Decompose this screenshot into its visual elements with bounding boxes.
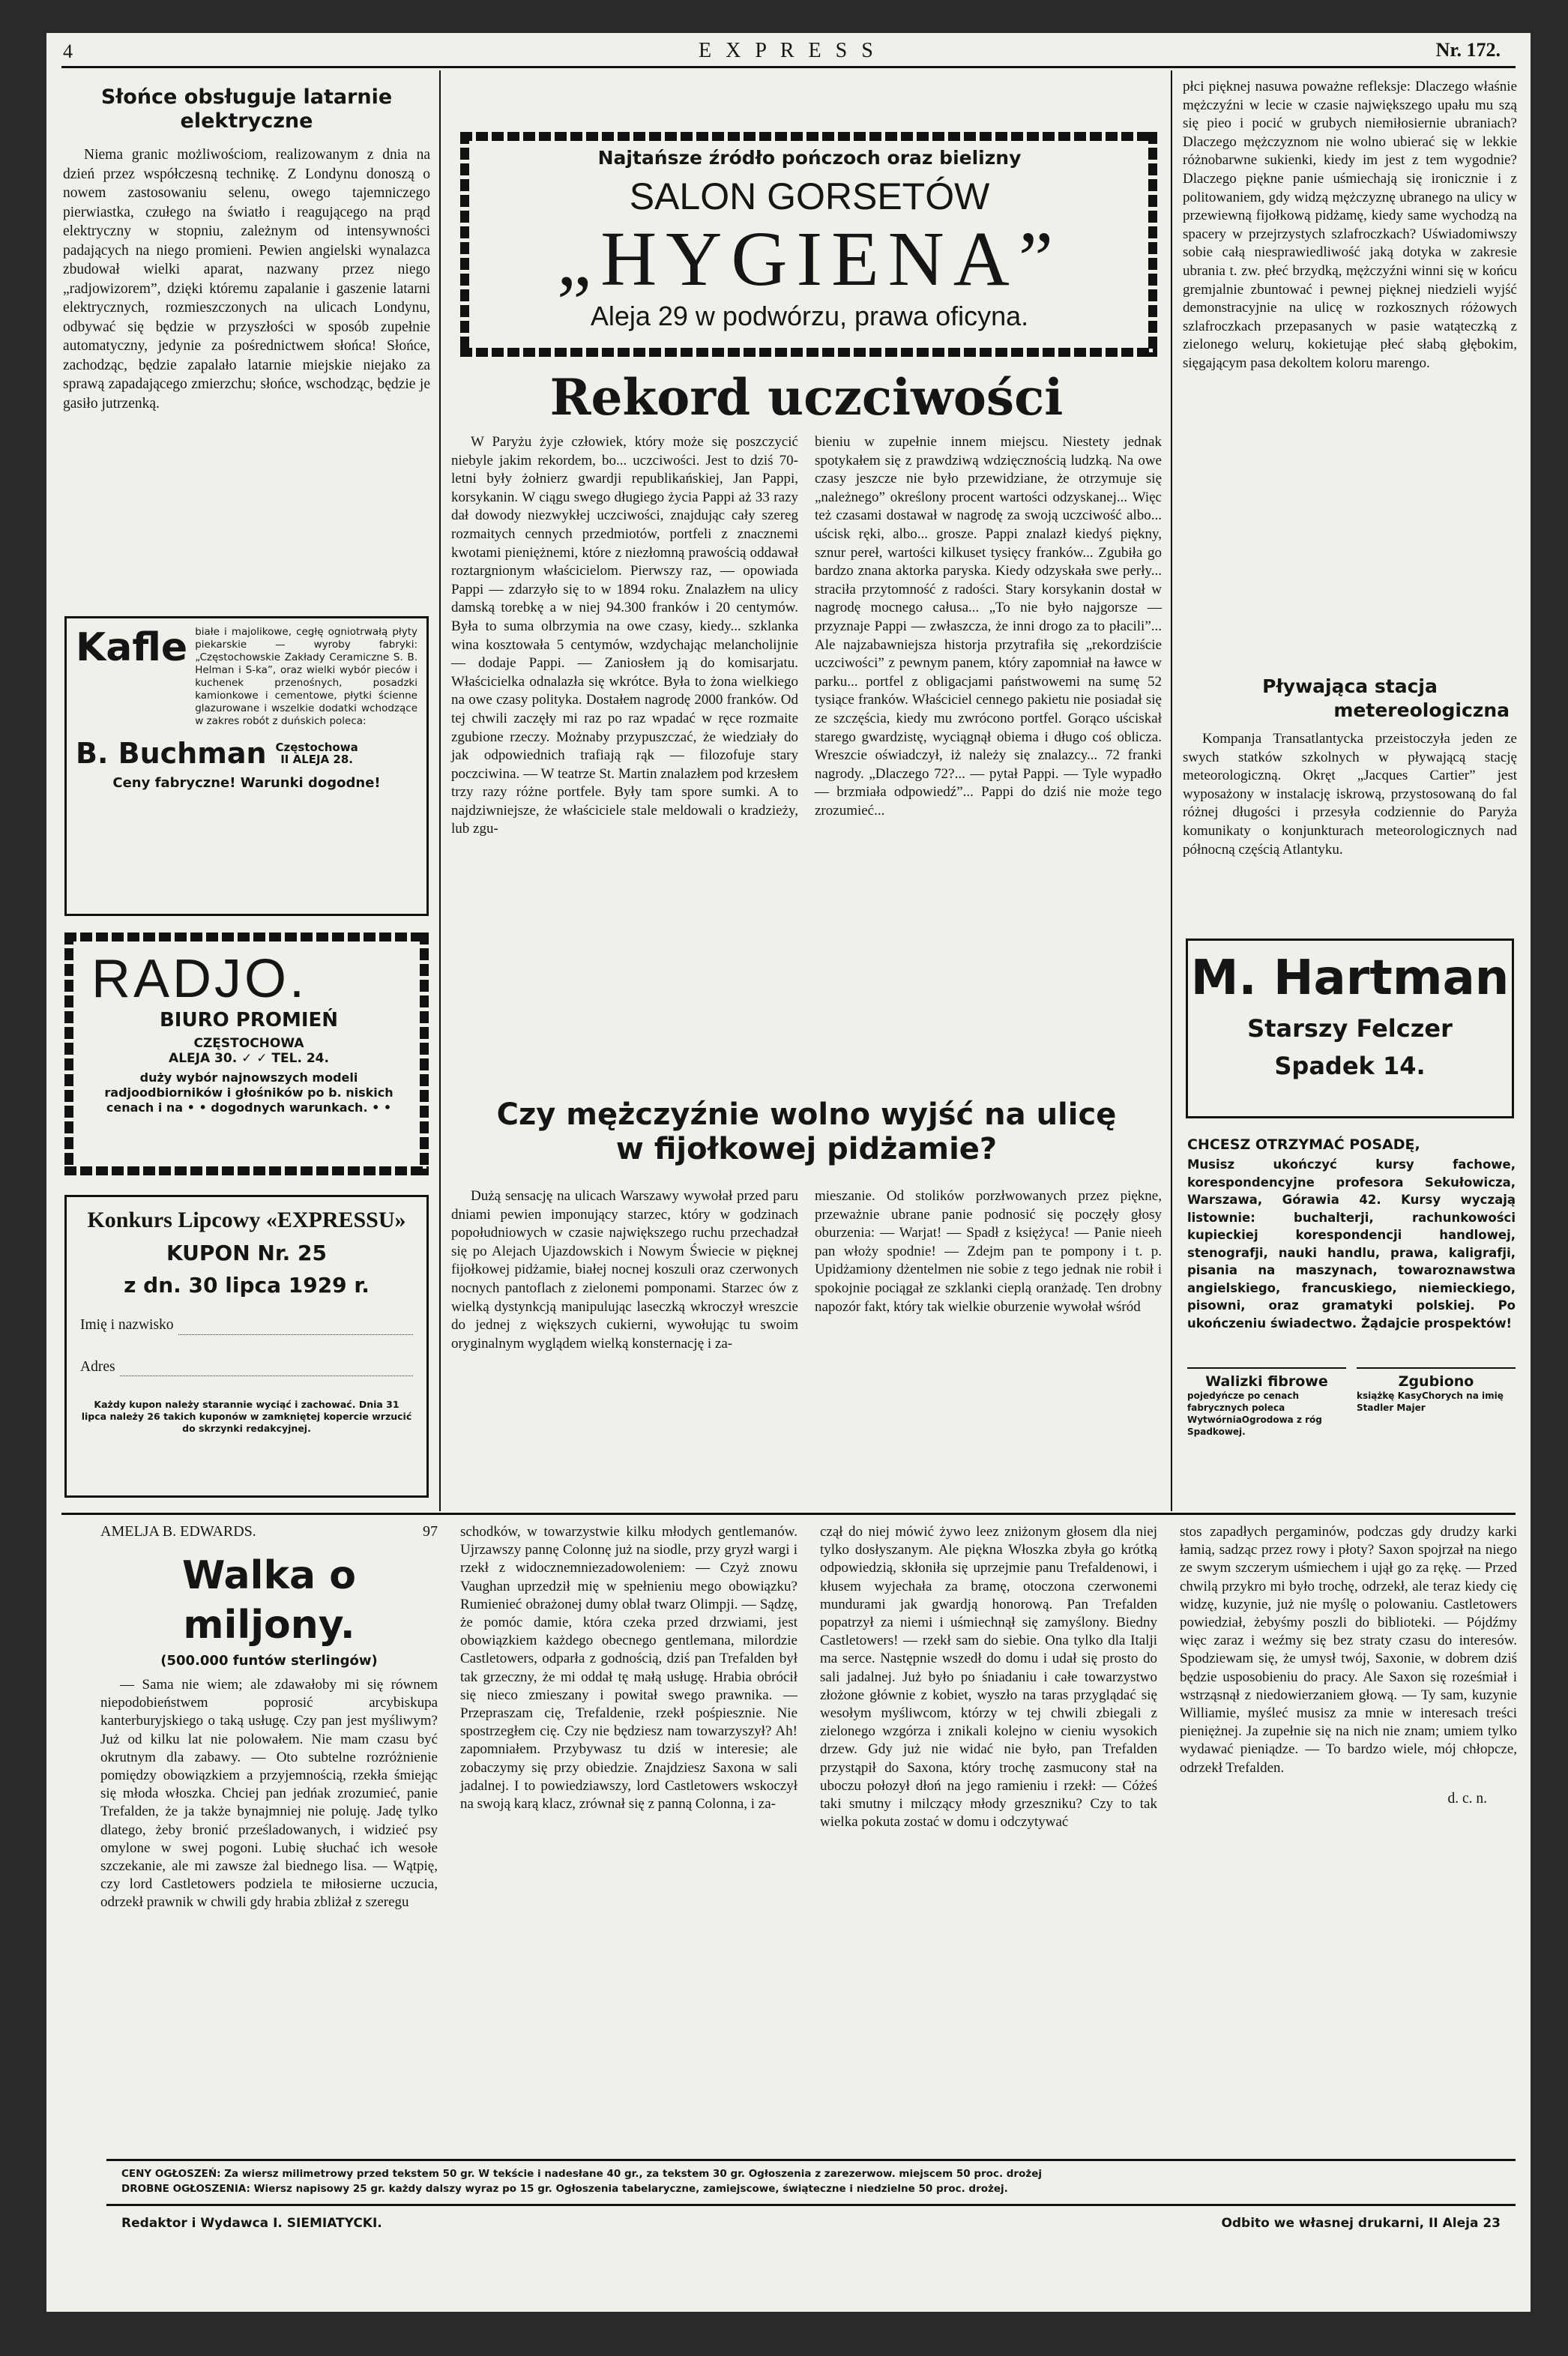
- article-col: W Paryżu żyje człowiek, który może się poszczycić niebyle jakim rekordem, bo... uczciwości. Jest to dziś 70-letni były żołnierz gwardji republikańskiej, Jan Pappi, korsykanin. W ciągu swego długiego życia Pappi aż 33 razy dał dowody niezwykłej uczciwości, znajdując cały szereg rozmaitych cennych przedmiotów, portfeli z znacznemi kwotami pieniężnemi, które z niezłomną prawością oddawał roztargnionym właścicielom. Pierwszy raz, — opowiada Pappi — zdarzyło się to w 1894 roku. Znalazłem na ulicy damską torebkę a w niej 94.300 franków i 20 centymów. Była to suma olbrzymia na owe czasy, kiedy... szklanka wina kosztowała 5 centymów, wzdychając melancholijnie — dodaje Pappi. — Zaniosłem ją do komisarjatu. Właścicielka odnalazła się wkrótce. Była to żona wielkiego na owe czasy polityka. Dostałem nagrodę 2000 franków. Od tej chwili zaczęły mi raz po raz wpadać w ręce rozmaite zgubione rzeczy. Możnaby przypuszczać, że wiedziały do jak odpowiednich trafiają rąk — filozofuje stary poczciwina. — W teatrze St. Martin znalazłem pod krzesłem trzy razy różne portfele. Były tam spore sumki. A to najdziwniejsze, że właściciele stale meldowali o kradzieży, lub zgu-: [451, 434, 798, 837]
- serial-col-1: [100, 1523, 438, 1912]
- dashed-border: [64, 933, 73, 1175]
- article-title: Pływająca stacja: [1262, 675, 1438, 697]
- small-ad-text: książkę KasyChorych na imię Stadler Majer: [1357, 1391, 1504, 1413]
- small-ad-zgubiono: [1357, 1367, 1516, 1438]
- ad-kafle-footer: Ceny fabryczne! Warunki dogodne!: [112, 775, 381, 791]
- ad-kafle: [64, 616, 429, 916]
- ad-hygiena-line2: SALON GORSETÓW: [629, 175, 990, 217]
- ad-kafle-big: Kafle: [76, 625, 188, 670]
- ad-hartman-title: Starszy Felczer: [1247, 1014, 1453, 1043]
- article-rekord: [451, 369, 1162, 839]
- column-rule: [1171, 70, 1172, 1511]
- serial-author: AMELJA B. EDWARDS.: [100, 1523, 256, 1540]
- coupon-address-field[interactable]: [80, 1358, 413, 1377]
- ad-posada-text: Musisz ukończyć kursy fachowe, korespondencyjne profesora Sekułowicza, Warszawa, Górawia 42. Kursy wyczają listownie: buchalterji, rachunkowości kupieckiej korespondencji handlowej, stenografji, nauki handlu, prawa, kaligrafji, pisania na maszynach, towaroznawstwa angielskiego, francuskiego, niemieckiego, pisowni, oraz gramatyki polskiej. Po ukończeniu świadectwo. Żądajcie prospektów!: [1187, 1157, 1516, 1331]
- small-ad-walizki: [1187, 1367, 1346, 1438]
- ad-posada-title: CHCESZ OTRZYMAĆ POSADĘ,: [1187, 1136, 1420, 1153]
- page-number: 4: [63, 40, 73, 62]
- ad-posada: [1187, 1136, 1516, 1332]
- ad-radjo-address: ALEJA 30. ✓ ✓ TEL. 24.: [169, 1051, 329, 1066]
- serial-text: schodków, w towarzystwie kilku młodych gentlemanów. Ujrzawszy pannę Colonnę już na siodle, przy gryzł wargi i rzekł z widocznemniezadowoleniem: — Czyż znowu Vaughan uprzedził mię w spełnieniu mego obowiązku? Rumienieć obrażonej dumy oblał twarz Olimpji. — Sądzę, że pomóc damie, która czeka przed drzwiami, jest obowiązkiem każdego obecnego gentlemana, milordzie Castletowers, odparła z godnością, dziś pan Trefalden był tak grzeczny, że mi oddał tę małą usługę. Hrabia obrócił się nieco zmieszany i powitał swego prawnika. — Przepraszam cię, Trefaldenie, rzekł pośpiesznie. Nie spostrzegłem cię. Czy nie będziesz nam towarzyszył? Ah! zapomniałem. Przybywasz tu dziś w interesie; ale zobaczymy się przy obiedzie. Znajdziesz Saxona w sali jadalnej. I to powiedziawszy, lord Castletowers wskoczył na swoją karą klacz, zrównał się z panną Colonna, i za-: [460, 1524, 797, 1813]
- coupon-name-label: Imię i nazwisko: [80, 1317, 174, 1333]
- serial-signoff: d. c. n.: [1447, 1790, 1487, 1807]
- article-pidzama-heading: [451, 1097, 1162, 1166]
- ad-hygiena-line1: Najtańsze źródło pończoch oraz bielizny: [597, 147, 1022, 169]
- dashed-border: [420, 933, 429, 1175]
- serial-novel: [100, 1523, 1517, 1912]
- article-col: Dużą sensację na ulicach Warszawy wywołał przed paru dniami pewien imponujący starzec, który w godzinach popołudniowych w czasie największego ruchu przechadzał się po Alejach Ujazdowskich i Nowym Świecie w pięknej fijołkowej pidżamie, białej nocnej koszuli oraz czerwonych nocnych pantoflach z zielonemi pomponami. Starzec ów z wielką dystynkcją manipulując laseczką wkroczył wreszcie do jednej z większych cukierni, wywołując tu swoim oryginalnym wyglądem wielką konsternację i za-: [451, 1188, 798, 1352]
- ad-radjo-text: duży wybór najnowszych modeli radjoodbiorników i głośników po b. niskich cenach i na • • dogodnych warunkach. • •: [104, 1070, 393, 1115]
- issue-number: Nr. 172.: [1435, 39, 1501, 61]
- footer-editor: Redaktor i Wydawca I. SIEMIATYCKI.: [121, 2216, 382, 2231]
- footer-prices-line: CENY OGŁOSZEŃ: Za wiersz milimetrowy przed tekstem 50 gr. W tekście i nadesłane 40 gr., za tekstem 30 gr. Ogłoszenia z zarezerwow. miejscem 50 proc. drożej: [121, 2168, 1043, 2180]
- dashed-border: [460, 132, 1157, 141]
- ad-radjo-subtitle: BIURO PROMIEŃ: [159, 1009, 339, 1031]
- serial-col-4: [1180, 1523, 1517, 1912]
- article-body: Niema granic możliwościom, realizowanym z dnia na dzień przez współczesną technikę. Z Londynu donoszą o nowem zastosowaniu selenu, owego tajemniczego pierwiastka, czułego na światło i reagującego na prąd elektryczny w stopniu, zależnym od intensywności padających na niego promieni. Pewien angielski wynalazca zbudował wielki aparat, nazwany przez niego „radjowizorem”, dzięki któremu zapalanie i gaszenie latarni elektrycznych, rozmieszczonych na ulicach Londynu, odbywać się będzie w przyszłości w sposób zupełnie automatyczny, jedynie za pośrednictwem słońca! Słońce, zachodząc, będzie zapalało latarnie miejskie niejako za sprawą zapadającego zmierzchu; słońce, wschodząc, będzie je gasiło jutrzenką.: [63, 147, 430, 412]
- serial-text: czął do niej mówić żywo leez zniżonym głosem dla niej tylko dosłyszanym. Ale piękna Włoszka zbyła go krótką odpowiedzią, skłoniła się uprzejmie panu Trefaldenowi, i kłusem wyjechała za bramę, otoczona czerwonemi mundurami jak gwardją honorową. Pan Trefalden popatrzył za niemi i uśmiechnął się zamyślony. Biedny Castletowers! — rzekł sam do siebie. Ona tylko dla Italji ma serce. Następnie wszedł do domu i udał się prosto do sali jadalnej. Już było po śniadaniu i całe towarzystwo złożone głównie z kobiet, wyszło na taras przyglądać się wesołym myśliwcom, którzy w tej chwili zbiegali z zielonego wzgórza i znikali kolejno w cieniu wysokich drzew. Gdy już nie widać nie było, pan Trefalden przystąpił do Saxona, który trochę zasmucony stał na uboczu połozył dłoń na jego ramieniu i rzekł: — Cóżeś taki smutny i milczący młody grzeszniku? Czy to tak wielka pokuta zostać w domu i odczytywać: [820, 1524, 1157, 1831]
- ad-hartman-address: Spadek 14.: [1274, 1052, 1426, 1080]
- newspaper-page: [46, 33, 1531, 2312]
- coupon-box: [64, 1195, 429, 1498]
- serial-title: Walka o miljony.: [182, 1553, 356, 1648]
- feuilleton-rule: [61, 1513, 1516, 1515]
- coupon-address-label: Adres: [80, 1358, 115, 1375]
- small-ad-text: pojedyńcze po cenach fabrycznych poleca WytwórniaOgrodowa z róg Spadkowej.: [1187, 1391, 1322, 1437]
- article-slonce: [63, 85, 430, 413]
- coupon-name-field[interactable]: [80, 1316, 413, 1335]
- serial-text: stos zapadłych pergaminów, podczas gdy drudzy karki łamią, sadząc przez rowy i płoty? Saxon spojrzał na niego ze swym szczerym uśmiechem i ujął go za rękę. — Przed chwilą przykro mi było trochę, odrzekł, ale teraz kiedy cię widzę, kuzynie, już nie myślę o polowaniu. Castletowers powiedział, żebyśmy poszli do biblioteki. — Pójdźmy więc zaraz i weźmy się bez straty czasu do interesów. Spodziewam się, że umysł twój, Saxonie, w dobrem dziś będzie usposobieniu do pracy. Ale Saxon się roześmiał i wstrząsnął z niedowierzaniem głową. — Ty sam, kuzynie Williamie, myśleć musisz za mnie w interesach treści pieniężnej. Ja zupełnie się na nich nie znam; umiem tylko wydawać pieniądze. — To bardzo wiele, mój chłopcze, odrzekł Trefalden.: [1180, 1524, 1517, 1776]
- serial-subtitle: (500.000 funtów sterlingów): [160, 1653, 378, 1669]
- ad-hartman-name: M. Hartman: [1190, 950, 1510, 1006]
- footer-prices-line: DROBNE OGŁOSZENIA: Wiersz napisowy 25 gr. każdy dalszy wyraz po 15 gr. Ogłoszenia tabelaryczne, zamiejscowe, świąteczne i niedzielne 50 proc. drożej.: [121, 2183, 1008, 2195]
- column-rule: [439, 70, 441, 1511]
- masthead: E X P R E S S: [699, 39, 878, 62]
- coupon-kupon: KUPON Nr. 25: [166, 1241, 328, 1265]
- footer-rule: [106, 2159, 1516, 2161]
- ad-kafle-address: II ALEJA 28.: [280, 753, 353, 766]
- ad-hygiena: [481, 147, 1138, 332]
- article-title: w fijołkowej pidżamie?: [615, 1132, 998, 1166]
- article-title: metereologiczna: [1333, 699, 1510, 721]
- ad-radjo-title: RADJO.: [91, 949, 308, 1009]
- ad-kafle-desc: białe i majolikowe, cegłę ogniotrwałą płyty piekarskie — wyroby fabryki: „Częstochowskie Zakłady Ceramiczne S. B. Helman i S-ka”, oraz wielki wybór pieców i kuchenek przenośnych, posadzki kamionkowe i cementowe, płytki ścienne glazurowane i wszelkie dodatki wchodzące w zakres robót z duńskich poleca:: [195, 626, 417, 727]
- article-pidzama: [451, 1187, 1162, 1353]
- ad-hygiena-brand: „HYGIENA”: [556, 216, 1062, 302]
- article-title: Czy mężczyźnie wolno wyjść na ulicę: [496, 1097, 1117, 1132]
- article-col: bieniu w zupełnie innem miejscu. Niestety jednak spotykałem się z prawdziwą wdzięcznością ludzką. Na owe czasy jeszcze nie było przewidziane, że otrzymuje się „należnego” określony procent wartości odzyskanej... Więc też czasami dostawał w nagrodę za swoją uczciwość albo... uścisk ręki, albo... grosze. Pappi znalazł kiedyś piękny, sznur pereł, wartości kilkuset tysięcy franków... Zgubiła go bardzo znana aktorka paryska. Kiedy odzyskała swe perły... straciła przytomność z radości. Stary korsykanin dostał w nagrodę mocnego całusa... „To nie było najgorsze — przyznaje Pappi — zwłaszcza, że inni drogo za to płacili”... Ale najzabawniejsza historja przytrafiła się „rekordziście uczciwości” z pewnym panem, który zapomniał na ławce w parku... portfel z obligacjami państwowemi na sumę 52 tysiące franków. Właściciel cennego pakietu nie posiadał się ze szczęścia, kiedy mu zwrócono portfel. Gorąco uściskał starego gwardzistę, wyciągnął obiema i długo coś oblicza. Wreszcie oświadczył, iż należy się znalazcy... 72 franki nagrody. „Dlaczego 72?... — pytał Pappi. — Tyle wypadło — brzmiała odpowiedź”... Pappi do dziś nie może tego zrozumieć...: [815, 434, 1162, 819]
- article-body: Kompanja Transatlantycka przeistoczyła jeden ze swych statków szkolnych w pływającą stację meteorologiczną. Okręt „Jacques Cartier” jest wyposażony w instalację iskrową, przystosowaną do fal różnej długości i przesyła codziennie do Paryża komunikaty o konjunkturach meteorologicznych nad północną częścią Atlantyku.: [1183, 731, 1517, 858]
- small-ads: [1187, 1367, 1516, 1438]
- coupon-title: Konkurs Lipcowy «EXPRESSU»: [87, 1208, 406, 1232]
- coupon-note: Każdy kupon należy starannie wyciąć i zachować. Dnia 31 lipca należy 26 takich kuponów w zamkniętej kopercie wrzucić do skrzynki redakcyjnej.: [81, 1399, 412, 1434]
- ad-kafle-city: Częstochowa: [275, 741, 358, 754]
- article-title: Słońce obsługuje latarnie elektryczne: [100, 85, 393, 133]
- serial-col-3: [820, 1523, 1157, 1912]
- article-pidzama-cont: [1183, 78, 1517, 373]
- header-rule: [61, 66, 1516, 68]
- serial-col-2: [460, 1523, 797, 1912]
- footer-prices: [121, 2166, 1501, 2196]
- ad-hartman: [1186, 939, 1514, 1118]
- ad-kafle-name: B. Buchman: [76, 737, 267, 770]
- ad-radjo: [91, 949, 406, 1115]
- dashed-border: [460, 132, 469, 357]
- dashed-border: [64, 933, 429, 942]
- coupon-date: z dn. 30 lipca 1929 r.: [124, 1273, 370, 1298]
- small-ad-title: Walizki fibrowe: [1205, 1373, 1328, 1390]
- serial-text: — Sama nie wiem; ale zdawałoby mi się równem niepodobieństwem poprosić arcybiskupa kanterburyjskiego o taką usługę. Czy pan jest myśliwym? Już od kilku lat nie polowałem. Nie mam czasu być okrutnym dla zabawy. — Oto subtelne rozróżnienie pomiędzy obowiązkiem a przyjemnością, rzekła śmiejąc się młoda włoszka. Chciej pan jedńak zrozumieć, panie Trefalden, że ja także bynajmniej nie poluję. Jadę tylko dlatego, żeby bronić prześladowanych, i widzieć psy omylone w swej pogoni. Lubię słuchać ich wesołe szczekanie, ale mi zawsze żal biednego lisa. — Wątpię, czy lord Castletowers podziela te miłosierne uczucia, odrzekł prawnik w chwili gdy hrabia zbliżał z szeregu: [100, 1677, 438, 1911]
- article-col: płci pięknej nasuwa poważne refleksje: Dlaczego właśnie mężczyźni w lecie w czasie największego upału mu szą się pieo i pocić w grubych niemiłosiernie ubraniach? Dlaczego mężczyznom nie wolno ubierać się w lekkie różnobarwne sukienki, kiedy im jest z tem wygodnie? Dlaczego piękne panie uśmiechają się ironicznie i z politowaniem, gdy widzą mężczyznę ubranego na ulicy w przewiewną fijołkową pidżamę, kiedy same wychodzą na spacery w przejrzystych szlafroczkach? Uświadomiwszy sobie całą niesprawiedliwość jaką dotyka w zakresie ubrania t. zw. płeć brzydką, mężczyźni winni się w końcu gremjalnie zbuntować i pewnej pięknej niedzieli wyjść demonstracyjnie na ulicę w rozkosznych różowych szlafroczkach przepasanych w pasie watąteczką z zielonego welurų, kokietująe płeć słabą głębokim, sięgającym pasa dekoltem koloru marengo.: [1183, 79, 1517, 371]
- small-ad-title: Zgubiono: [1398, 1373, 1474, 1390]
- dashed-border: [1148, 132, 1157, 357]
- footer-printer: Odbito we własnej drukarni, II Aleja 23: [1221, 2216, 1501, 2231]
- dashed-border: [64, 1166, 429, 1175]
- dashed-border: [460, 348, 1157, 357]
- article-col: mieszanie. Od stolików porzłwowanych przez piękne, przeważnie ubrane panie podnosić się poczęły głosy oburzenia: — Warjat! — Spadł z księżyca! — Panie nieeh pan włoży spodnie! — Zdejm pan te pompony i t. p. Upidżamiony dżentelmen nie sobie z tego jednak nie robił i spokojnie pociągał ze szklanki cieplą oranżadę. Ten drobny napozór fakt, który tak wielkie oburzenie wywołał wśród: [815, 1188, 1162, 1315]
- article-stacja: [1183, 675, 1517, 859]
- ad-hygiena-address: Aleja 29 w podwórzu, prawa oficyna.: [590, 301, 1029, 331]
- serial-number: 97: [423, 1523, 438, 1540]
- article-title: Rekord uczciwości: [549, 368, 1064, 427]
- ad-radjo-city: CZĘSTOCHOWA: [193, 1036, 304, 1051]
- footer-rule: [106, 2204, 1516, 2206]
